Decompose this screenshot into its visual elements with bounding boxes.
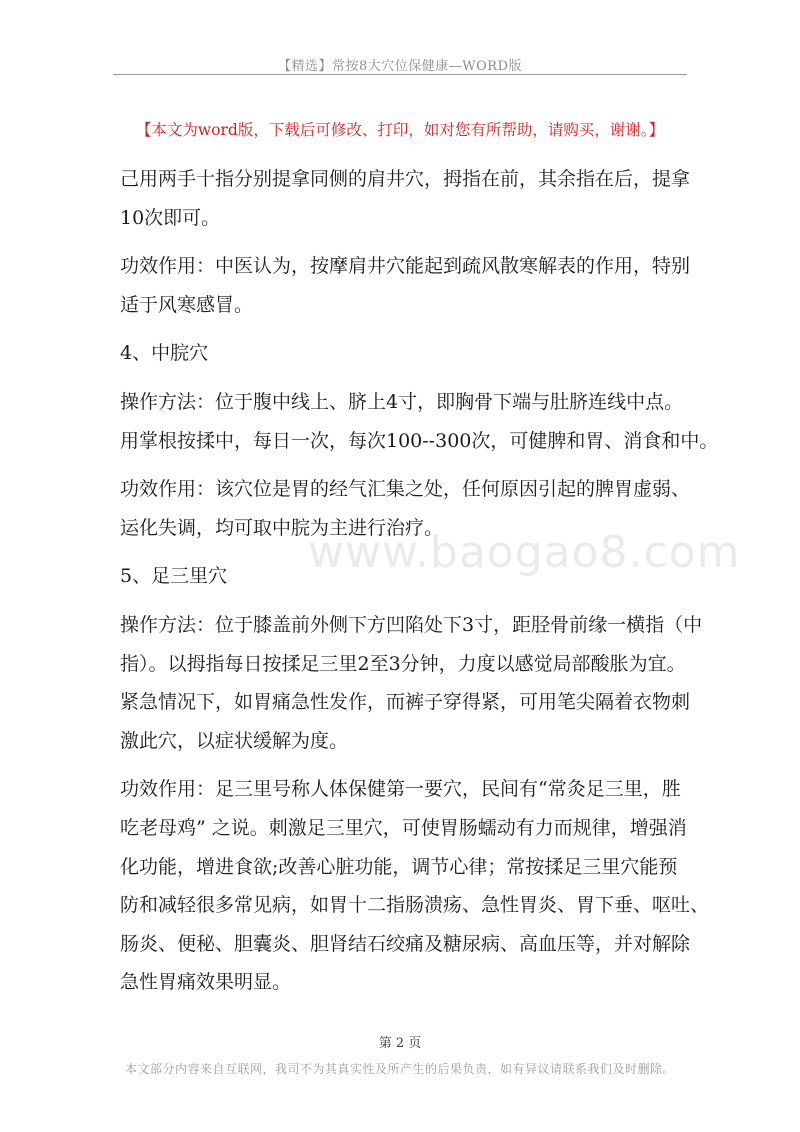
document-body <box>120 160 719 1002</box>
text-line: 功效作用：足三里号称人体保健第一要穴，民间有“常灸足三里，胜 <box>120 778 681 801</box>
text-line: 紧急情况下，如胃痛急性发作，而裤子穿得紧，可用笔尖隔着衣物刺 <box>120 691 691 714</box>
text-line: 急性胃痛效果明显。 <box>120 971 292 994</box>
paragraph <box>120 770 710 1002</box>
paragraph <box>120 334 692 373</box>
text-line: 防和减轻很多常见病，如胃十二指肠溃疡、急性胃炎、胃下垂、呕吐、 <box>120 894 710 917</box>
text-line: 操作方法：位于腹中线上、脐上4寸，即胸骨下端与肚脐连线中点。 <box>120 390 684 413</box>
download-notice: 【本文为word版，下载后可修改、打印，如对您有所帮助，请购买，谢谢。】 <box>135 121 665 139</box>
text-line: 运化失调，均可取中脘为主进行治疗。 <box>120 516 444 539</box>
text-line: 指）。以拇指每日按揉足三里2至3分钟，力度以感觉局部酸胀为宜。 <box>120 652 686 675</box>
text-line: 功效作用：中医认为，按摩肩井穴能起到疏风散寒解表的作用，特别 <box>120 255 691 278</box>
text-line: 10次即可。 <box>120 206 221 229</box>
text-line: 4、中脘穴 <box>120 342 209 365</box>
text-line: 吃老母鸡” 之说。刺激足三里穴，可使胃肠蠕动有力而规律，增强消 <box>120 816 687 839</box>
text-line: 化功能，增进食欲;改善心脏功能，调节心律；常按揉足三里穴能预 <box>120 855 678 878</box>
paragraph <box>120 606 703 760</box>
paragraph <box>120 383 719 460</box>
watermark: www.baogao8.com <box>308 527 741 578</box>
paragraph <box>120 470 692 547</box>
text-line: 操作方法：位于膝盖前外侧下方凹陷处下3寸，距胫骨前缘一横指（中 <box>120 613 703 636</box>
text-line: 肠炎、便秘、胆囊炎、胆肾结石绞痛及糖尿病、高血压等，并对解除 <box>120 932 691 955</box>
paragraph <box>120 160 692 237</box>
text-line: 己用两手十指分别提拿同侧的肩井穴，拇指在前，其余指在后，提拿 <box>120 168 691 190</box>
paragraph <box>120 247 692 324</box>
header-divider <box>113 74 687 75</box>
text-line: 功效作用：该穴位是胃的经气汇集之处，任何原因引起的脾胃虚弱、 <box>120 478 691 501</box>
text-line: 适于风寒感冒。 <box>120 293 254 316</box>
page-footer: 本文部分内容来自互联网，我司不为其真实性及所产生的后果负责，如有异议请联系我们及时删除。 <box>124 1062 675 1076</box>
paragraph <box>120 557 692 596</box>
page-number: 第 2 页 <box>378 1036 422 1051</box>
text-line: 5、足三里穴 <box>120 565 228 588</box>
text-line: 激此穴，以症状缓解为度。 <box>120 729 349 752</box>
text-line: 用掌根按揉中，每日一次，每次100--300次，可健脾和胃、消食和中。 <box>120 429 719 452</box>
page-header: 【精选】常按8大穴位保健康—WORD版 <box>277 59 522 74</box>
